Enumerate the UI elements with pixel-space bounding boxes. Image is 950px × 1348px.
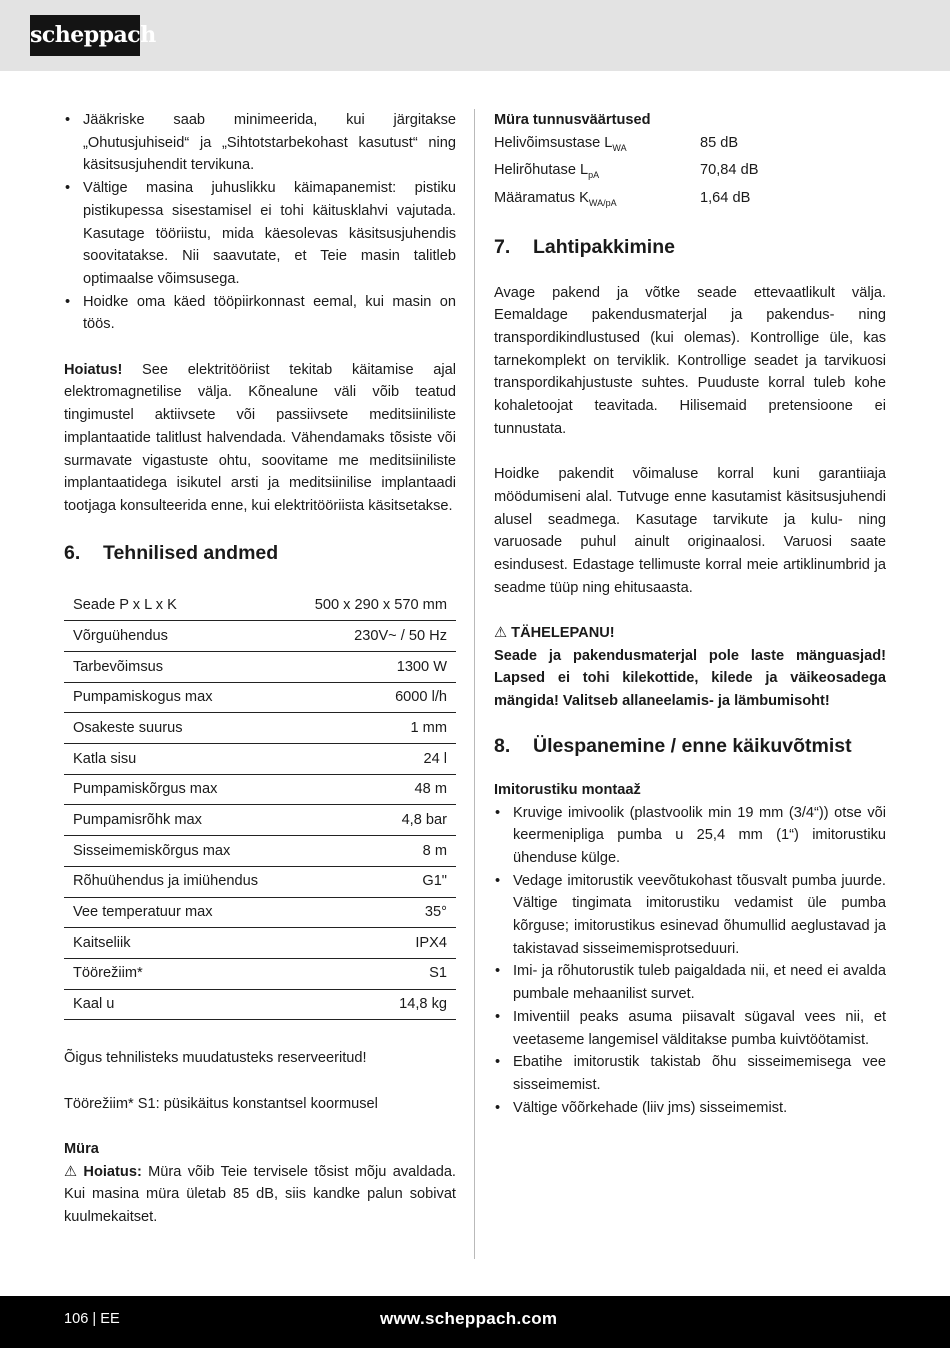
noise-label-sub: WA: [612, 142, 627, 153]
suction-bullet-list: [494, 802, 886, 1120]
noise-label-sub: pA: [588, 170, 600, 181]
noise-values-list: [494, 132, 886, 215]
table-row: [64, 897, 456, 928]
warning-label: Hoiatus!: [64, 361, 123, 378]
section-title: Ülespanemine / enne käikuvõtmist: [533, 734, 852, 757]
section-title: Lahtipakkimine: [533, 235, 675, 258]
spec-value: 24 l: [289, 744, 456, 775]
spec-label: Töörežiim*: [64, 958, 289, 989]
noise-value-row: [494, 132, 886, 160]
table-row: [64, 744, 456, 775]
noise-label-sub: WA/pA: [588, 197, 617, 208]
operating-mode-note: Töörežiim* S1: püsikäitus konstantsel koormusel: [64, 1095, 378, 1112]
safety-bullet-list: [64, 109, 456, 336]
section-number: 8.: [494, 734, 511, 757]
noise-value-row: [494, 159, 886, 187]
footer-bar: [0, 1296, 950, 1348]
spec-value: 1300 W: [289, 652, 456, 683]
section-heading-technical-data: [64, 540, 456, 566]
spec-label: Osakeste suurus: [64, 713, 289, 744]
noise-value: 85 dB: [700, 134, 739, 151]
noise-value: 70,84 dB: [700, 162, 759, 179]
language-code: EE: [100, 1311, 120, 1327]
technical-data-table: [64, 591, 456, 1021]
spec-label: Kaitseliik: [64, 928, 289, 959]
spec-label: Tarbevõimsus: [64, 652, 289, 683]
spec-value: 1 mm: [289, 713, 456, 744]
spec-value: 4,8 bar: [289, 805, 456, 836]
unpacking-paragraph-1: Avage pakend ja võtke seade ettevaatlikult välja. Eemaldage pakendusmaterjal ja pakendus- ning transpordikindlustused (kui olemas). Kontrollige üle, kas tarnekomplekt on terviklik. Kontrollige seadet ja tarvikuosi transpordikahjustuste suhtes. Puuduste korral tuleb kohe kohaletoojat teavitada. Hilisemaid pretensioone ei tunnustata.: [494, 284, 886, 437]
table-row: [64, 989, 456, 1020]
spec-label: Võrguühendus: [64, 621, 289, 652]
noise-label: Helivõimsustase L: [494, 134, 613, 151]
attention-label: TÄHELEPANU!: [507, 625, 615, 642]
table-row: [64, 682, 456, 713]
spec-label: Pumpamiskogus max: [64, 682, 289, 713]
attention-text: Seade ja pakendusmaterjal pole laste mänguasjad! Lapsed ei tohi kilekottide, kilede ja väikeosadega mängida! Valitseb allaneelamis- ja lämbumisoht!: [494, 647, 886, 710]
section-title: Tehnilised andmed: [103, 541, 279, 564]
page-number: 106: [64, 1311, 89, 1327]
table-row: [64, 928, 456, 959]
noise-value: 1,64 dB: [700, 189, 751, 206]
table-row: [64, 621, 456, 652]
list-item: • Kruvige imivoolik (plastvoolik min 19 mm (3/4“)) otse või keermenipliga pumba u 25,4 mm (1“) imitorustiku ühenduse külge.: [494, 802, 886, 870]
column-divider: [474, 109, 475, 1259]
table-row: [64, 958, 456, 989]
spec-label: Kaal u: [64, 989, 289, 1020]
list-item: • Ebatihe imitorustik takistab õhu sisseimemisega vee sisseimemist.: [494, 1051, 886, 1096]
spec-value: 35°: [289, 897, 456, 928]
table-row: [64, 652, 456, 683]
spec-value: 48 m: [289, 774, 456, 805]
section-heading-setup: [494, 733, 886, 759]
header-bar: [0, 0, 950, 71]
spec-value: 6000 l/h: [289, 682, 456, 713]
spec-value: 500 x 290 x 570 mm: [289, 591, 456, 621]
warning-triangle-icon: ⚠: [494, 625, 508, 642]
spec-label: Pumpamiskõrgus max: [64, 774, 289, 805]
spec-value: 8 m: [289, 836, 456, 867]
suction-line-heading: Imitorustiku montaaž: [494, 781, 641, 798]
unpacking-paragraph-2: Hoidke pakendit võimaluse korral kuni garantiiaja möödumiseni alal. Tutvuge enne kasutamist käsitsusjuhendi alusel seadmega. Kasutage tarvikute ja kulu- ning varuosade puhul ainult originaalosi. Varuosi saate esindusest. Edastage tellimuste korral meie artiklinumbrid ja seadme tüüp ning ehitusaasta.: [494, 466, 886, 596]
section-number: 6.: [64, 541, 81, 564]
warning-triangle-icon: ⚠: [64, 1163, 78, 1180]
noise-values-heading: Müra tunnusväärtused: [494, 112, 651, 128]
list-item: • Imiventiil peaks asuma piisavalt sügaval vees nii, et veetaseme langemisel välditakse pumba kuivtöötamist.: [494, 1006, 886, 1051]
list-item: • Vedage imitorustik veevõtukohast tõusvalt pumba juurde. Vältige tingimata imitorustiku vedamist üle pumba kõrguse; imitorustikus esinevad õhumullid aeglustavad ja takistavad sisseimemisprotseduuri.: [494, 870, 886, 961]
spec-value: S1: [289, 958, 456, 989]
section-number: 7.: [494, 235, 511, 258]
noise-warning-label: Hoiatus:: [77, 1163, 142, 1180]
page-separator: |: [92, 1311, 97, 1327]
spec-value: G1": [289, 866, 456, 897]
spec-value: 14,8 kg: [289, 989, 456, 1020]
attention-heading: [494, 622, 886, 645]
spec-label: Sisseimemiskõrgus max: [64, 836, 289, 867]
list-item: • Hoidke oma käed tööpiirkonnast eemal, kui masin on töös.: [64, 291, 456, 336]
list-item: • Jääkriske saab minimeerida, kui järgitakse „Ohutusjuhiseid“ ja „Sihtotstarbekohast kasutust“ ning käsitsusjuhendit tervikuna.: [64, 109, 456, 177]
noise-value-row: [494, 187, 886, 215]
spec-label: Pumpamisrõhk max: [64, 805, 289, 836]
list-item: • Vältige masina juhuslikku käimapanemist: pistiku pistikupessa sisestamisel ei tohi käitusklahvi vajutada. Kasutage tööriistu, mida käesolevas käsitsusjuhendis soovitatakse. Nii saavutate, et Teie masin talitleb optimaalse võimsusega.: [64, 177, 456, 291]
right-column: [494, 109, 886, 1119]
scheppach-logo: scheppach: [30, 15, 140, 56]
table-row: [64, 836, 456, 867]
spec-label: Vee temperatuur max: [64, 897, 289, 928]
table-row: [64, 805, 456, 836]
section-heading-unpacking: [494, 234, 886, 260]
page-indicator: [64, 1311, 120, 1327]
emf-warning-paragraph: [64, 359, 456, 518]
list-item: • Vältige võõrkehade (liiv jms) sisseimemist.: [494, 1097, 886, 1120]
list-item: • Imi- ja rõhutorustik tuleb paigaldada nii, et need ei avalda pumbale mehaanilist survet.: [494, 960, 886, 1005]
table-row: [64, 713, 456, 744]
table-row: [64, 774, 456, 805]
left-column: [64, 109, 456, 1229]
noise-warning-text: Müra võib Teie tervisele tõsist mõju avaldada. Kui masina müra ületab 85 dB, siis kandke palun sobivat kuulmekaitset.: [64, 1163, 456, 1226]
table-row: [64, 591, 456, 621]
noise-label: Helirõhutase L: [494, 162, 589, 179]
website-link[interactable]: www.scheppach.com: [380, 1309, 558, 1328]
spec-label: Katla sisu: [64, 744, 289, 775]
reserve-note: Õigus tehnilisteks muudatusteks reserveeritud!: [64, 1050, 367, 1067]
noise-heading: Müra: [64, 1141, 99, 1158]
spec-label: Seade P x L x K: [64, 591, 289, 621]
noise-warning-paragraph: [64, 1161, 456, 1229]
warning-text: See elektritööriist tekitab käitamise ajal elektromagnetilise välja. Kõnealune väli võib teatud tingimustel aktiivsete või passiivsete meditsiiniliste implantaatide talitlust halvendada. Vähendamaks tõsiste või surmavate vigastuste ohtu, soovitame me meditsiiniliste implantaatidega isikutel arsti ja meditsiinilise implantaadi tootjaga konsulteerida enne, kui elektritööriista käsitsetakse.: [64, 361, 456, 514]
noise-label: Määramatus K: [494, 189, 589, 206]
spec-value: 230V~ / 50 Hz: [289, 621, 456, 652]
spec-label: Rõhuühendus ja imiühendus: [64, 866, 289, 897]
spec-value: IPX4: [289, 928, 456, 959]
table-row: [64, 866, 456, 897]
